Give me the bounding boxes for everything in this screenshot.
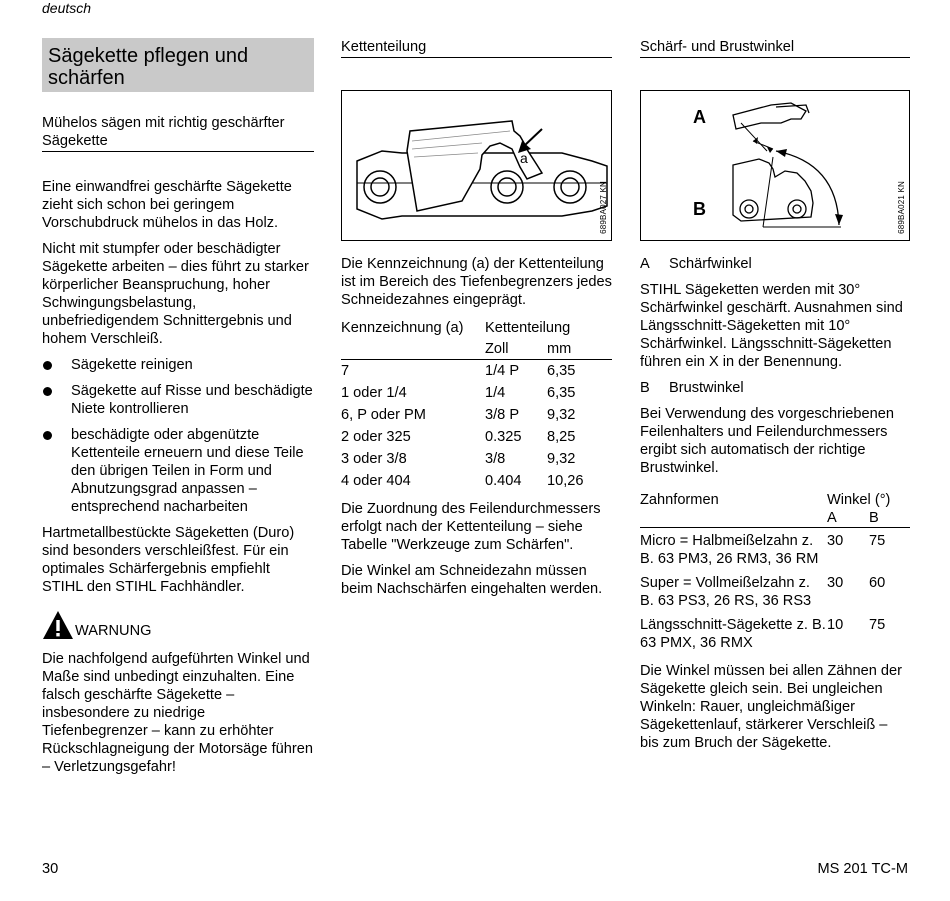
- saw-chain-illustration: [342, 91, 610, 239]
- equal-angles-paragraph: Die Winkel müssen bei allen Zähnen der Sägekette gleich sein. Bei ungleichen Winkeln: Rauer, ungleichmäßiger Sägekettenlauf, stärkerer Verschleiß – bis zum Bruch der Sägekette.: [640, 663, 903, 751]
- section-title: Sägekette pflegen und schärfen: [48, 45, 249, 89]
- duro-paragraph: Hartmetallbestückte Sägeketten (Duro) sind besonders verschleißfest. Für ein optimales Schärfergebnis empfiehlt STIHL den STIHL Fachhändler.: [42, 525, 295, 595]
- figure-code: 689BA021 KN: [897, 181, 906, 234]
- table-header-row: [640, 491, 910, 509]
- warning-label: WARNUNG: [75, 623, 152, 639]
- sharpening-angle-paragraph: STIHL Sägeketten werden mit 30° Schärfwinkel geschärft. Ausnahmen sind Längsschnitt-Sägeketten mit 10° Schärfwinkel. Längsschnitt-Sägeketten führen ein X in der Benennung.: [640, 282, 903, 370]
- table-header-forms: Zahnformen: [640, 492, 719, 508]
- table-header-mm: mm: [547, 339, 612, 360]
- angles-heading: Schärf- und Brustwinkel: [640, 38, 910, 58]
- legend-b: B Brustwinkel: [640, 380, 744, 396]
- table-header-b: B: [869, 509, 910, 528]
- table-row: Längsschnitt-Sägekette z. B. 63 PMX, 36 RMX 10 75: [640, 617, 886, 651]
- cutter-angles-illustration: [641, 91, 908, 239]
- warning-triangle-icon: [42, 610, 74, 640]
- table-header-zoll: Zoll: [485, 339, 547, 360]
- table-row: 3 oder 3/8 3/8 9,32: [341, 451, 576, 467]
- warning-text: Die nachfolgend aufgeführten Winkel und Maße sind unbedingt einzuhalten. Eine falsch geschärfte Sägekette – insbesondere zu niedrige Tiefenbegrenzer – kann zu erhöhter Rückschlagneigung der Motorsäge führen – Verletzungsgefahr!: [42, 651, 313, 775]
- figure-code: 689BA027 KN: [599, 181, 608, 234]
- legend-a: A Schärfwinkel: [640, 256, 752, 272]
- table-row: 2 oder 325 0.325 8,25: [341, 429, 576, 445]
- bullet-icon: [43, 431, 52, 440]
- file-diameter-paragraph: Die Zuordnung des Feilendurchmessers erfolgt nach der Kettenteilung – siehe Tabelle "Werkzeuge zum Schärfen".: [341, 501, 601, 553]
- table-header-a: A: [827, 509, 869, 528]
- list-item: Sägekette auf Risse und beschädigte Niete kontrollieren: [42, 382, 314, 418]
- pitch-marking-paragraph: Die Kennzeichnung (a) der Kettenteilung ist im Bereich des Tiefenbegrenzers jedes Schneidezahnes eingeprägt.: [341, 256, 612, 308]
- figure-label-B: B: [693, 199, 706, 219]
- column-pitch: [341, 38, 612, 606]
- column-angles: [640, 38, 910, 760]
- model-name: MS 201 TC-M: [817, 861, 908, 877]
- warning-heading: [42, 610, 314, 640]
- angles-table: [640, 491, 910, 654]
- table-subheader-row: [341, 339, 612, 360]
- intro-paragraph: Eine einwandfrei geschärfte Sägekette zieht sich schon bei geringem Vorschubdruck mühelos in das Holz.: [42, 179, 292, 231]
- table-row: 1 oder 1/4 1/4 6,35: [341, 385, 576, 401]
- figure-label-A: A: [693, 107, 706, 127]
- page-number: 30: [42, 861, 59, 877]
- column-care: [42, 38, 314, 784]
- pitch-table: [341, 317, 612, 492]
- table-header-pitch: Kettenteilung: [485, 320, 571, 336]
- table-row: Micro = Halbmeißelzahn z. B. 63 PM3, 26 RM3, 36 RM 30 75: [640, 533, 886, 567]
- chain-pitch-figure: [341, 90, 612, 241]
- subheading: Mühelos sägen mit richtig geschärfter Sägekette: [42, 114, 314, 152]
- pitch-heading: Kettenteilung: [341, 38, 612, 58]
- bullet-icon: [43, 361, 52, 370]
- table-subheader-row: [640, 509, 910, 528]
- blunt-chain-paragraph: Nicht mit stumpfer oder beschädigter Sägekette arbeiten – dies führt zu starker körperlicher Beanspruchung, hoher Schwingungsbelastung, unbefriedigendem Schnittergebnis und hohem Verschleiß.: [42, 241, 309, 347]
- table-row: 7 1/4 P 6,35: [341, 363, 576, 379]
- table-header-marking: Kennzeichnung (a): [341, 320, 464, 336]
- table-header-angle: Winkel (°): [827, 492, 891, 508]
- list-item: beschädigte oder abgenützte Kettenteile erneuern und diese Teile den übrigen Teilen in Form und Abnutzungsgrad anpassen – entsprechend nacharbeiten: [42, 426, 314, 516]
- list-item: Sägekette reinigen: [42, 356, 314, 374]
- table-row: 6, P oder PM 3/8 P 9,32: [341, 407, 576, 423]
- table-row: 4 oder 404 0.404 10,26: [341, 473, 584, 489]
- rake-angle-paragraph: Bei Verwendung des vorgeschriebenen Feilenhalters und Feilendurchmessers ergibt sich automatisch der richtige Brustwinkel.: [640, 406, 894, 476]
- section-title-box: [42, 38, 314, 92]
- maintenance-list: [42, 356, 314, 516]
- bullet-icon: [43, 387, 52, 396]
- table-header-row: [341, 317, 612, 339]
- angle-note-paragraph: Die Winkel am Schneidezahn müssen beim Nachschärfen eingehalten werden.: [341, 563, 603, 597]
- figure-label-a: a: [520, 150, 528, 166]
- warning-emphasis: Verletzungsgefahr: [54, 759, 172, 775]
- language-label: deutsch: [42, 0, 92, 16]
- table-row: Super = Vollmeißelzahn z. B. 63 PS3, 26 RS, 36 RS3 30 60: [640, 575, 886, 609]
- angles-figure: [640, 90, 910, 241]
